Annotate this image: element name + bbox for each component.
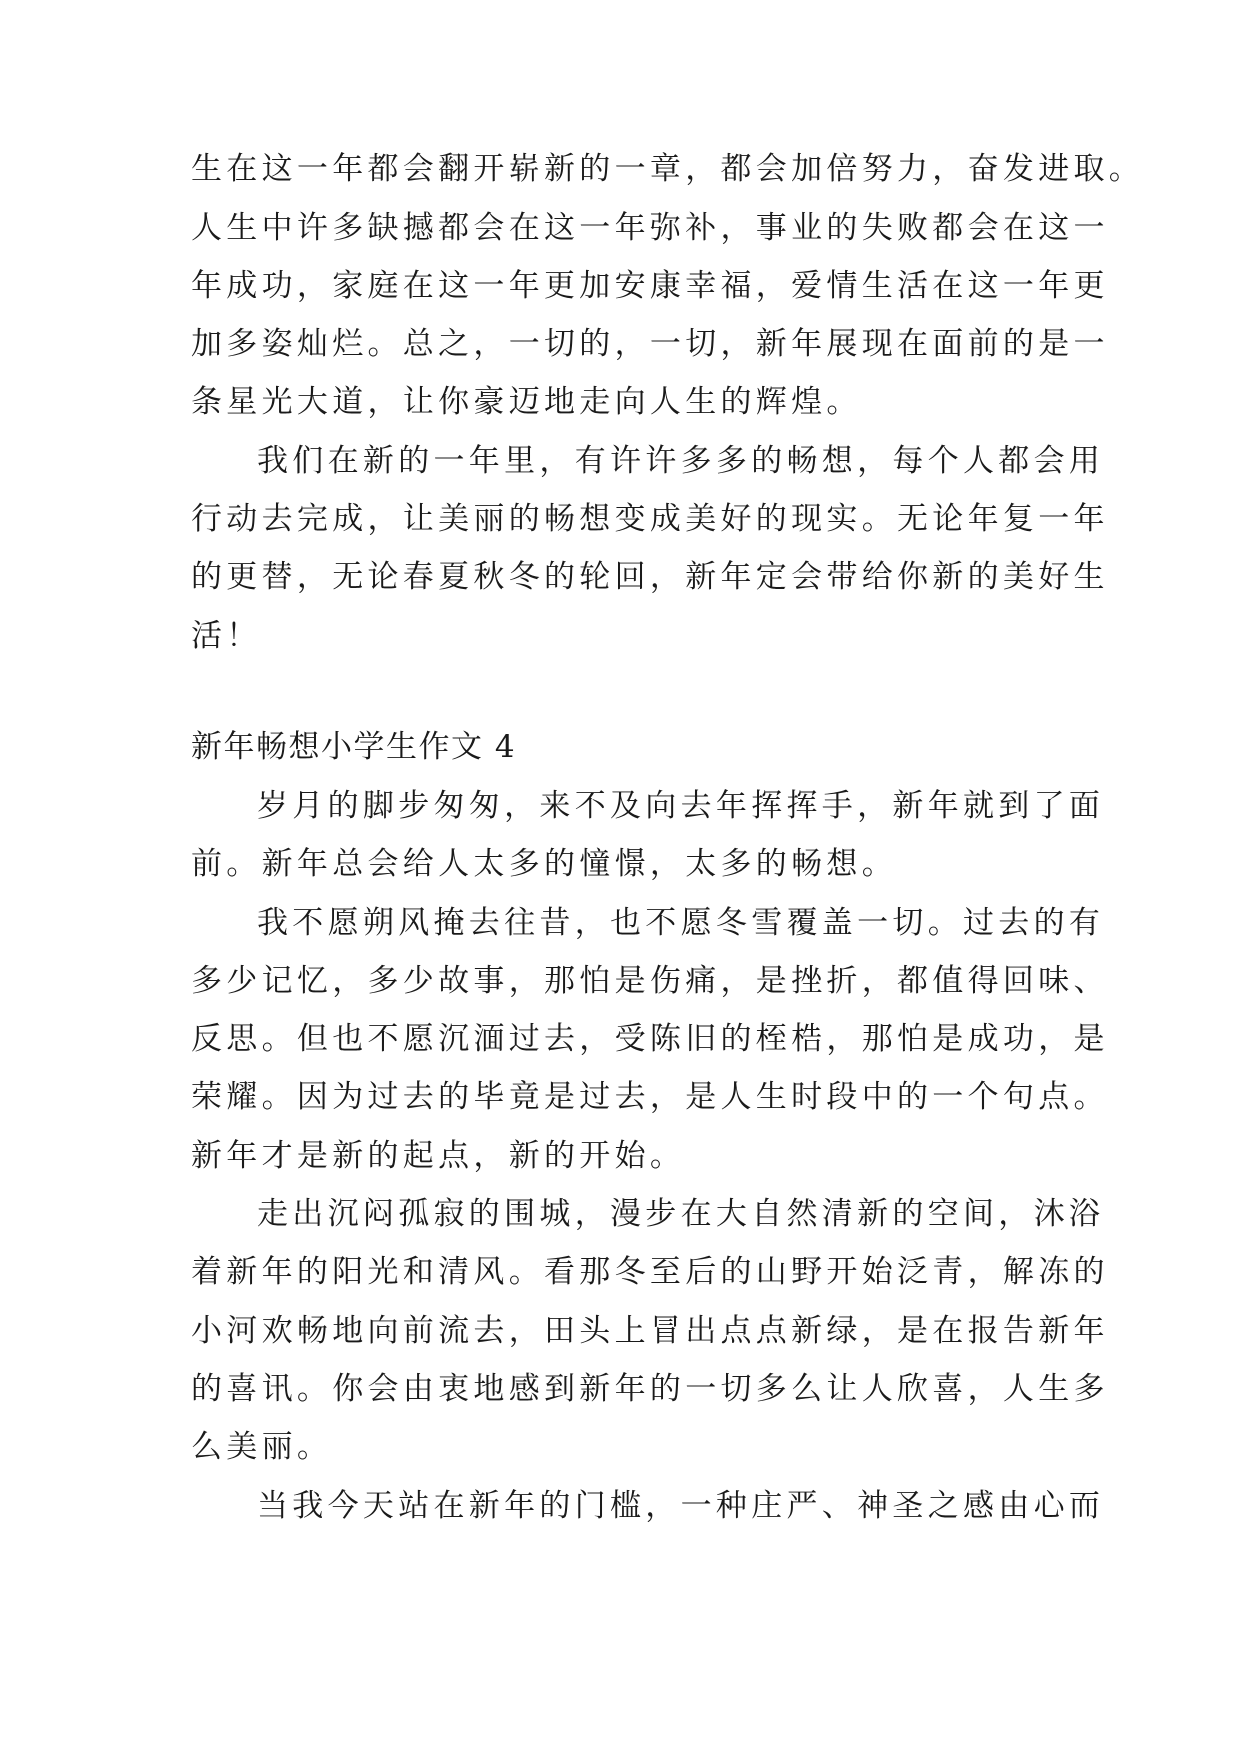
paragraph-line: 我们在新的一年里，有许许多多的畅想，每个人都会用: [257, 443, 1105, 479]
paragraph-line: 条星光大道，让你豪迈地走向人生的辉煌。: [191, 384, 862, 420]
paragraph-line: 着新年的阳光和清风。看那冬至后的山野开始泛青，解冻的: [191, 1254, 1109, 1290]
paragraph-line: 岁月的脚步匆匆，来不及向去年挥挥手，新年就到了面: [257, 788, 1105, 824]
paragraph-line: 多少记忆，多少故事，那怕是伤痛，是挫折，都值得回味、: [191, 963, 1109, 999]
section-heading: 新年畅想小学生作文 4: [191, 729, 517, 765]
paragraph-line: 小河欢畅地向前流去，田头上冒出点点新绿，是在报告新年: [191, 1313, 1109, 1349]
paragraph-line: 行动去完成，让美丽的畅想变成美好的现实。无论年复一年: [191, 501, 1109, 537]
paragraph-line: 前。新年总会给人太多的憧憬，太多的畅想。: [191, 846, 897, 882]
paragraph-line: 反思。但也不愿沉湎过去，受陈旧的桎梏，那怕是成功，是: [191, 1021, 1109, 1057]
paragraph-line: 人生中许多缺撼都会在这一年弥补，事业的失败都会在这一: [191, 210, 1109, 246]
paragraph-line: 生在这一年都会翻开崭新的一章，都会加倍努力，奋发进取。: [191, 151, 1145, 187]
paragraph-line: 的更替，无论春夏秋冬的轮回，新年定会带给你新的美好生: [191, 559, 1109, 595]
paragraph-line: 走出沉闷孤寂的围城，漫步在大自然清新的空间，沐浴: [257, 1196, 1105, 1232]
paragraph-line: 的喜讯。你会由衷地感到新年的一切多么让人欣喜，人生多: [191, 1371, 1109, 1407]
paragraph-line: 活！: [191, 618, 262, 654]
paragraph-line: 年成功，家庭在这一年更加安康幸福，爱情生活在这一年更: [191, 268, 1109, 304]
paragraph-line: 新年才是新的起点，新的开始。: [191, 1138, 686, 1174]
paragraph-line: 当我今天站在新年的门槛，一种庄严、神圣之感由心而: [257, 1488, 1105, 1524]
paragraph-line: 加多姿灿烂。总之，一切的，一切，新年展现在面前的是一: [191, 326, 1109, 362]
paragraph-line: 么美丽。: [191, 1429, 333, 1465]
paragraph-line: 我不愿朔风掩去往昔，也不愿冬雪覆盖一切。过去的有: [257, 905, 1105, 941]
paragraph-line: 荣耀。因为过去的毕竟是过去，是人生时段中的一个句点。: [191, 1079, 1109, 1115]
